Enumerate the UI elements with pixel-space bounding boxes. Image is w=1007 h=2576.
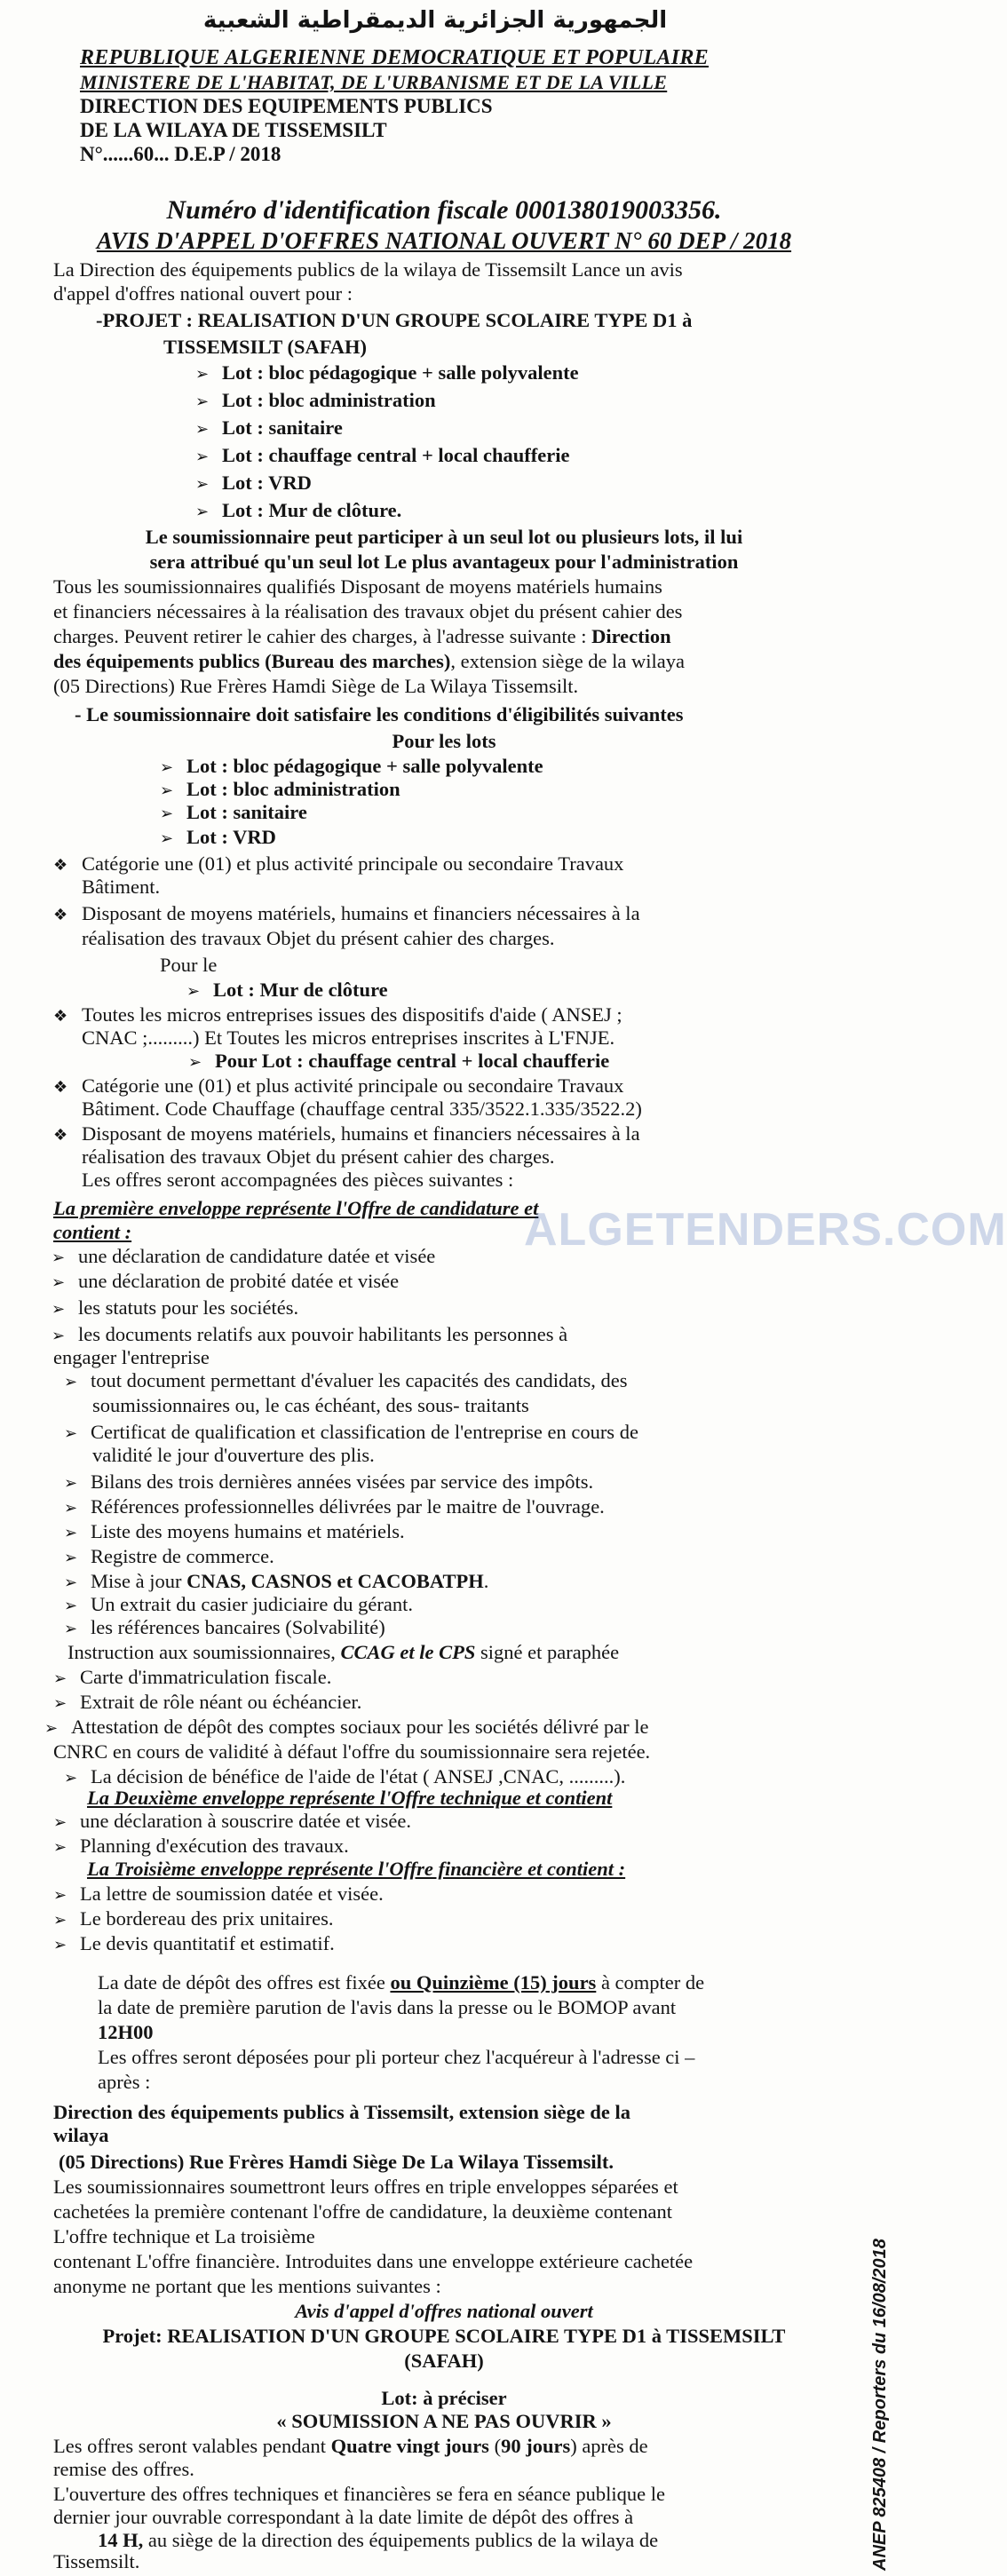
arrow-bullet-icon: ➢ [64,1769,78,1787]
document-item-cont: CNRC en cours de validité à défaut l'offre du soumissionnaire sera rejetée. [53,1740,651,1763]
diamond-bullet-icon: ❖ [53,1007,68,1026]
lot-item: ➢ Lot : bloc administration [195,387,436,416]
arrow-bullet-icon: ➢ [53,1669,67,1688]
lot-item: ➢ Lot : VRD [195,470,312,498]
arrow-bullet-icon: ➢ [53,1838,67,1857]
republic-heading: REPUBLIQUE ALGERIENNE DEMOCRATIQUE ET POPULAIRE [80,46,709,69]
condition-item: ❖ Disposant de moyens matériels, humains et financiers nécessaires à la [53,900,640,929]
document-item: ➢ Bilans des trois dernières années visées par service des impôts. [64,1469,593,1497]
arrow-bullet-icon: ➢ [64,1474,78,1493]
conditions-heading: - Le soumissionnaire doit satisfaire les conditions d'éligibilités suivantes [75,703,684,725]
arrow-bullet-icon: ➢ [188,1053,202,1072]
arrow-bullet-icon: ➢ [53,1936,67,1954]
deadline-time: 12H00 [98,2021,154,2043]
arrow-bullet-icon: ➢ [52,1273,66,1292]
envelope-lot: Lot: à préciser [381,2387,507,2409]
document-item-cont: soumissionnaires ou, le cas échéant, des sous- traitants [92,1394,529,1416]
envelope-project: Projet: REALISATION D'UN GROUPE SCOLAIRE TYPE D1 à TISSEMSILT [102,2325,786,2347]
third-envelope-title: La Troisième enveloppe représente l'Offre financière et contient : [87,1858,626,1880]
document-item: ➢ Attestation de dépôt des comptes sociaux pour les sociétés délivré par le [44,1714,648,1742]
document-item: ➢ Le bordereau des prix unitaires. [53,1906,334,1934]
arrow-bullet-icon: ➢ [52,1300,66,1319]
address-line: (05 Directions) Rue Frères Hamdi Siège De La Wilaya Tissemsilt. [59,2151,614,2173]
arrow-bullet-icon: ➢ [44,1719,59,1738]
deadline-line: la date de première parution de l'avis dans la presse ou le BOMOP avant [98,1996,677,2018]
opening-line: 14 H, au siège de la direction des équipements publics de la wilaya de [98,2529,659,2551]
arabic-header: الجمهورية الجزائرية الديمقراطية الشعبية [202,7,668,34]
diamond-bullet-icon: ❖ [53,906,68,924]
lot-item: ➢ Lot : sanitaire [195,415,343,443]
document-item: ➢ Planning d'exécution des travaux. [53,1833,349,1861]
document-item: ➢ Mise à jour CNAS, CASNOS et CACOBATPH. [64,1568,488,1597]
diamond-bullet-icon: ❖ [53,856,68,875]
document-item: ➢ Carte d'immatriculation fiscale. [53,1664,331,1692]
lot-item: ➢ Lot : Mur de clôture. [195,497,401,526]
opening-line: dernier jour ouvrable correspondant à la date limite de dépôt des offres à [53,2506,634,2528]
arrow-bullet-icon: ➢ [53,1694,67,1713]
document-item: ➢ Références professionnelles délivrées par le maitre de l'ouvrage. [64,1494,605,1522]
first-envelope-title: contient : [53,1221,132,1243]
intro-line: d'appel d'offres national ouvert pour : [53,282,353,305]
condition-item: ❖ Disposant de moyens matériels, humains et financiers nécessaires à la [53,1121,640,1149]
arrow-bullet-icon: ➢ [64,1424,78,1443]
lot-item: ➢ Lot : bloc pédagogique + salle polyvalente [160,753,543,781]
arrow-bullet-icon: ➢ [64,1597,78,1615]
arrow-bullet-icon: ➢ [53,1911,67,1930]
arrow-bullet-icon: ➢ [195,475,210,494]
validity-line: remise des offres. [53,2458,194,2480]
envelopes-line: anonyme ne portant que les mentions suivantes : [53,2275,441,2297]
reference-number: N°......60... D.E.P / 2018 [80,143,281,165]
document-item: ➢ Un extrait du casier judiciaire du gérant. [64,1591,413,1620]
notice-title: AVIS D'APPEL D'OFFRES NATIONAL OUVERT N° 60 DEP / 2018 [96,227,792,254]
document-item: ➢ La décision de bénéfice de l'aide de l'état ( ANSEJ ,CNAC, .........). [64,1764,625,1792]
publication-side-note: ANEP 825408 / Reporters du 16/08/2018 [870,2239,890,2571]
document-item: ➢ les documents relatifs aux pouvoir habilitants les personnes à [52,1321,567,1350]
wilaya-heading: DE LA WILAYA DE TISSEMSILT [80,119,387,141]
arrow-bullet-icon: ➢ [186,982,201,1001]
document-item: ➢ Extrait de rôle néant ou échéancier. [53,1689,361,1717]
paragraph-line: et financiers nécessaires à la réalisation des travaux objet du présent cahier des [53,600,683,622]
project-line: TISSEMSILT (SAFAH) [163,336,368,358]
condition-item: ❖ Catégorie une (01) et plus activité principale ou secondaire Travaux [53,851,623,879]
arrow-bullet-icon: ➢ [53,1813,67,1832]
direction-heading: DIRECTION DES EQUIPEMENTS PUBLICS [80,95,493,117]
document-item: ➢ La lettre de soumission datée et visée. [53,1881,384,1909]
document-item: ➢ les statuts pour les sociétés. [52,1295,298,1323]
ministry-heading: MINISTERE DE L'HABITAT, DE L'URBANISME ET DE LA VILLE [80,71,668,93]
instruction-line: Instruction aux soumissionnaires, CCAG et le CPS signé et paraphée [67,1641,620,1663]
arrow-bullet-icon: ➢ [160,781,174,800]
first-envelope-title: La première enveloppe représente l'Offre de candidature et [53,1197,539,1219]
lot-item: ➢ Lot : VRD [160,824,276,852]
arrow-bullet-icon: ➢ [64,1524,78,1542]
condition-item-cont: réalisation des travaux Objet du présent cahier des charges. [82,927,555,949]
lot-item: ➢ Lot : chauffage central + local chaufferie [195,442,569,471]
arrow-bullet-icon: ➢ [64,1549,78,1567]
document-item: ➢ Registre de commerce. [64,1543,274,1572]
lot-rule-line: Le soumissionnaire peut participer à un seul lot ou plusieurs lots, il lui [145,526,743,548]
arrow-bullet-icon: ➢ [52,1248,66,1267]
arrow-bullet-icon: ➢ [160,829,174,848]
arrow-bullet-icon: ➢ [195,448,210,466]
envelope-mention: Avis d'appel d'offres national ouvert [295,2300,593,2322]
validity-line: Les offres seront valables pendant Quatre vingt jours (90 jours) après de [53,2435,648,2457]
watermark: ALGETENDERS.COM [524,1204,1007,1256]
intro-line: La Direction des équipements publics de la wilaya de Tissemsilt Lance un avis [53,258,683,281]
paragraph-line: charges. Peuvent retirer le cahier des charges, à l'adresse suivante : Direction [53,625,671,647]
paragraph-line: des équipements publics (Bureau des marches), extension siège de la wilaya [53,650,686,672]
document-item: ➢ les références bancaires (Solvabilité) [64,1614,385,1643]
lot-rule-line: sera attribué qu'un seul lot Le plus avantageux pour l'administration [149,551,739,573]
deadline-line: La date de dépôt des offres est fixée ou Quinzième (15) jours à compter de [98,1971,705,1993]
arrow-bullet-icon: ➢ [53,1886,67,1905]
arrow-bullet-icon: ➢ [52,1327,66,1345]
deposit-line: après : [98,2071,151,2093]
document-item: ➢ une déclaration de probité datée et visée [52,1268,399,1296]
document-item: ➢ tout document permettant d'évaluer les capacités des candidats, des [64,1367,627,1396]
arrow-bullet-icon: ➢ [195,420,210,439]
diamond-bullet-icon: ❖ [53,1078,68,1097]
envelope-project: (SAFAH) [404,2350,484,2372]
document-item: ➢ Certificat de qualification et classification de l'entreprise en cours de [64,1419,638,1447]
arrow-bullet-icon: ➢ [195,365,210,384]
for-lots-heading: Pour les lots [392,730,496,752]
arrow-bullet-icon: ➢ [195,392,210,411]
condition-item-cont: réalisation des travaux Objet du présent cahier des charges. [82,1145,555,1168]
document-item: ➢ une déclaration de candidature datée et visée [52,1243,435,1272]
document-item: ➢ Le devis quantitatif et estimatif. [53,1930,335,1959]
address-line: Direction des équipements publics à Tissemsilt, extension siège de la [53,2101,631,2123]
envelopes-line: Les soumissionnaires soumettront leurs offres en triple enveloppes séparées et [53,2176,678,2198]
fiscal-id: Numéro d'identification fiscale 000138019003356. [166,195,722,225]
for-the-label: Pour le [160,954,218,976]
envelopes-line: cachetées la première contenant l'offre de candidature, la deuxième contenant [53,2200,673,2223]
condition-item-cont: CNAC ;.........) Et Toutes les micros entreprises inscrites à L'FNJE. [82,1026,615,1049]
condition-item: ❖ Toutes les micros entreprises issues des dispositifs d'aide ( ANSEJ ; [53,1002,622,1030]
document-item: ➢ une déclaration à souscrire datée et visée. [53,1808,411,1836]
arrow-bullet-icon: ➢ [64,1620,78,1638]
arrow-bullet-icon: ➢ [64,1573,78,1592]
lot-item: ➢ Lot : bloc administration [160,776,400,805]
document-item-cont: validité le jour d'ouverture des plis. [92,1444,375,1466]
diamond-bullet-icon: ❖ [53,1126,68,1145]
envelopes-line: contenant L'offre financière. Introduites dans une enveloppe extérieure cachetée [53,2250,694,2272]
opening-line: L'ouverture des offres techniques et financières se fera en séance publique le [53,2483,665,2505]
lot-item: ➢ Lot : Mur de clôture [186,977,388,1005]
deposit-line: Les offres seront déposées pour pli porteur chez l'acquéreur à l'adresse ci – [98,2046,695,2068]
arrow-bullet-icon: ➢ [160,758,174,777]
document-item: ➢ Liste des moyens humains et matériels. [64,1518,405,1547]
second-envelope-title: La Deuxième enveloppe représente l'Offre technique et contient [87,1787,613,1809]
documents-intro: Les offres seront accompagnées des pièces suivantes : [82,1169,514,1191]
lot-item: ➢ Pour Lot : chauffage central + local chaufferie [188,1048,609,1076]
paragraph-line: Tous les soumissionnaires qualifiés Disposant de moyens matériels humains [53,575,662,598]
envelopes-line: L'offre technique et La troisième [53,2225,315,2247]
arrow-bullet-icon: ➢ [64,1499,78,1518]
arrow-bullet-icon: ➢ [195,503,210,521]
lot-item: ➢ Lot : bloc pédagogique + salle polyvalente [195,360,579,388]
condition-item-cont: Bâtiment. [82,876,161,898]
lot-item: ➢ Lot : sanitaire [160,799,307,828]
condition-item-cont: Bâtiment. Code Chauffage (chauffage central 335/3522.1.335/3522.2) [82,1098,642,1120]
arrow-bullet-icon: ➢ [64,1373,78,1391]
arrow-bullet-icon: ➢ [160,805,174,823]
address-line: wilaya [53,2124,109,2146]
do-not-open-label: « SOUMISSION A NE PAS OUVRIR » [276,2410,612,2432]
document-item-cont: engager l'entreprise [53,1346,210,1368]
paragraph-line: (05 Directions) Rue Frères Hamdi Siège de La Wilaya Tissemsilt. [53,675,579,697]
project-line: -PROJET : REALISATION D'UN GROUPE SCOLAIRE TYPE D1 à [96,309,693,331]
opening-line: Tissemsilt. [53,2550,140,2572]
condition-item: ❖ Catégorie une (01) et plus activité principale ou secondaire Travaux [53,1073,623,1101]
